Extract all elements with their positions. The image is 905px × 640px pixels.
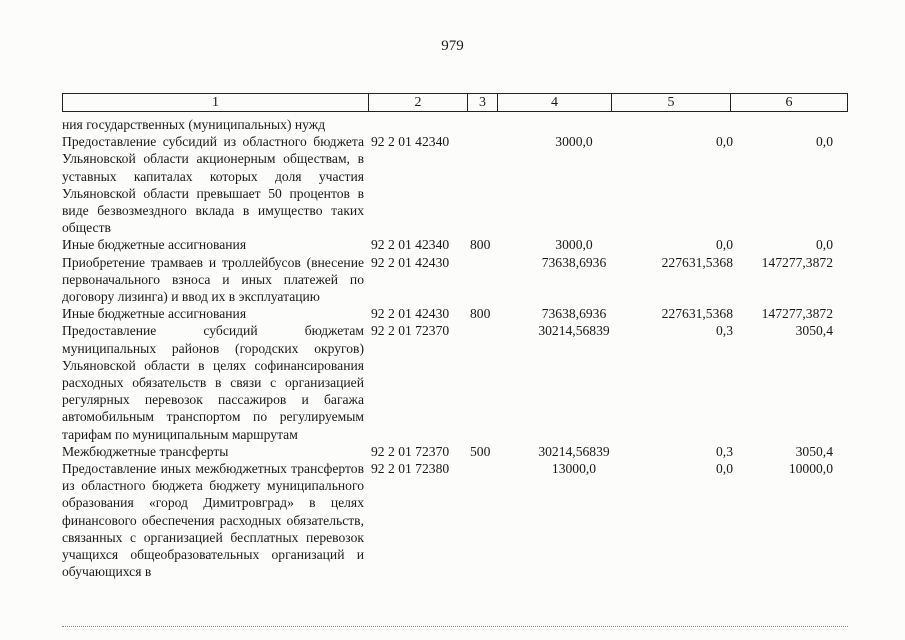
table-row xyxy=(62,254,848,306)
row-value-6: 10000,0 xyxy=(788,461,833,477)
page-number: 979 xyxy=(441,38,464,54)
table-row xyxy=(62,305,848,322)
row-value-5: 0,3 xyxy=(716,443,733,459)
row-description: Межбюджетные трансферты xyxy=(62,443,229,459)
row-code: 92 2 01 42430 xyxy=(371,254,450,270)
row-code: 92 2 01 72370 xyxy=(371,323,450,339)
row-value-6: 0,0 xyxy=(816,237,833,253)
table-row xyxy=(62,236,848,253)
row-value-4: 13000,0 xyxy=(551,461,597,477)
row-code: 92 2 01 72380 xyxy=(371,461,450,477)
row-value-5: 0,0 xyxy=(716,461,733,477)
row-value-6: 0,0 xyxy=(816,134,833,150)
header-col-1: 1 xyxy=(212,95,219,110)
row-description: Предоставление субсидий бюджетам муниципальных районов (городских округов) Ульяновской области в целях софинансирования расходных обязательств в связи с организацией регулярных перевозок пассажиров и багажа автомобильным транспортом по регулируемым тарифам по муниципальным маршрутам xyxy=(62,323,364,442)
row-value-6: 3050,4 xyxy=(795,443,833,459)
budget-table xyxy=(62,93,848,580)
row-sub: 800 xyxy=(470,237,491,253)
header-col-2: 2 xyxy=(414,95,422,110)
row-sub: 800 xyxy=(470,306,491,322)
header-col-6: 6 xyxy=(785,95,793,110)
row-value-5: 227631,5368 xyxy=(661,254,733,270)
row-description: Приобретение трамваев и троллейбусов (внесение первоначального взноса и иных платежей по договору лизинга) и ввод их в эксплуатацию xyxy=(62,254,364,305)
row-value-6: 147277,3872 xyxy=(761,254,833,270)
page-bottom-edge xyxy=(62,626,848,629)
row-value-5: 0,0 xyxy=(716,237,733,253)
table-row xyxy=(62,322,848,442)
row-value-4: 30214,56839 xyxy=(538,443,610,459)
table-row xyxy=(62,133,848,236)
row-value-4: 73638,6936 xyxy=(541,306,607,322)
row-description: ния государственных (муниципальных) нужд xyxy=(62,117,326,132)
row-value-4: 3000,0 xyxy=(555,237,593,253)
row-description: Иные бюджетные ассигнования xyxy=(62,237,247,253)
row-value-4: 30214,56839 xyxy=(538,323,610,339)
row-code: 92 2 01 72370 xyxy=(371,443,450,459)
row-value-4: 73638,6936 xyxy=(541,254,607,270)
table-row xyxy=(62,116,848,133)
row-description: Предоставление субсидий из областного бюджета Ульяновской области акционерным обществам, в уставных капиталах которых доля участия Ульяновской области превышает 50 процентов в виде безвозмездного вклада в имущество таких обществ xyxy=(62,134,364,236)
row-value-5: 0,3 xyxy=(716,323,733,339)
row-value-4: 3000,0 xyxy=(555,134,593,150)
header-col-5: 5 xyxy=(667,95,675,110)
table-header-row xyxy=(62,93,848,112)
row-description: Предоставление иных межбюджетных трансфертов из областного бюджета бюджету муниципального образования «город Димитровград» в целях финансового обеспечения расходных обязательств, связанных с организацией бесплатных перевозок учащихся общеобразовательных организаций и обучающихся в xyxy=(62,461,364,580)
row-value-6: 3050,4 xyxy=(795,323,833,339)
table-row xyxy=(62,443,848,460)
row-sub: 500 xyxy=(470,443,491,459)
row-value-5: 227631,5368 xyxy=(661,306,733,322)
row-value-6: 147277,3872 xyxy=(761,306,833,322)
row-code: 92 2 01 42340 xyxy=(371,134,450,150)
row-description: Иные бюджетные ассигнования xyxy=(62,306,247,322)
row-code: 92 2 01 42340 xyxy=(371,237,450,253)
header-col-4: 4 xyxy=(551,95,558,110)
table-row xyxy=(62,460,848,580)
row-code: 92 2 01 42430 xyxy=(371,306,450,322)
row-value-5: 0,0 xyxy=(716,134,733,150)
header-col-3: 3 xyxy=(479,95,486,110)
